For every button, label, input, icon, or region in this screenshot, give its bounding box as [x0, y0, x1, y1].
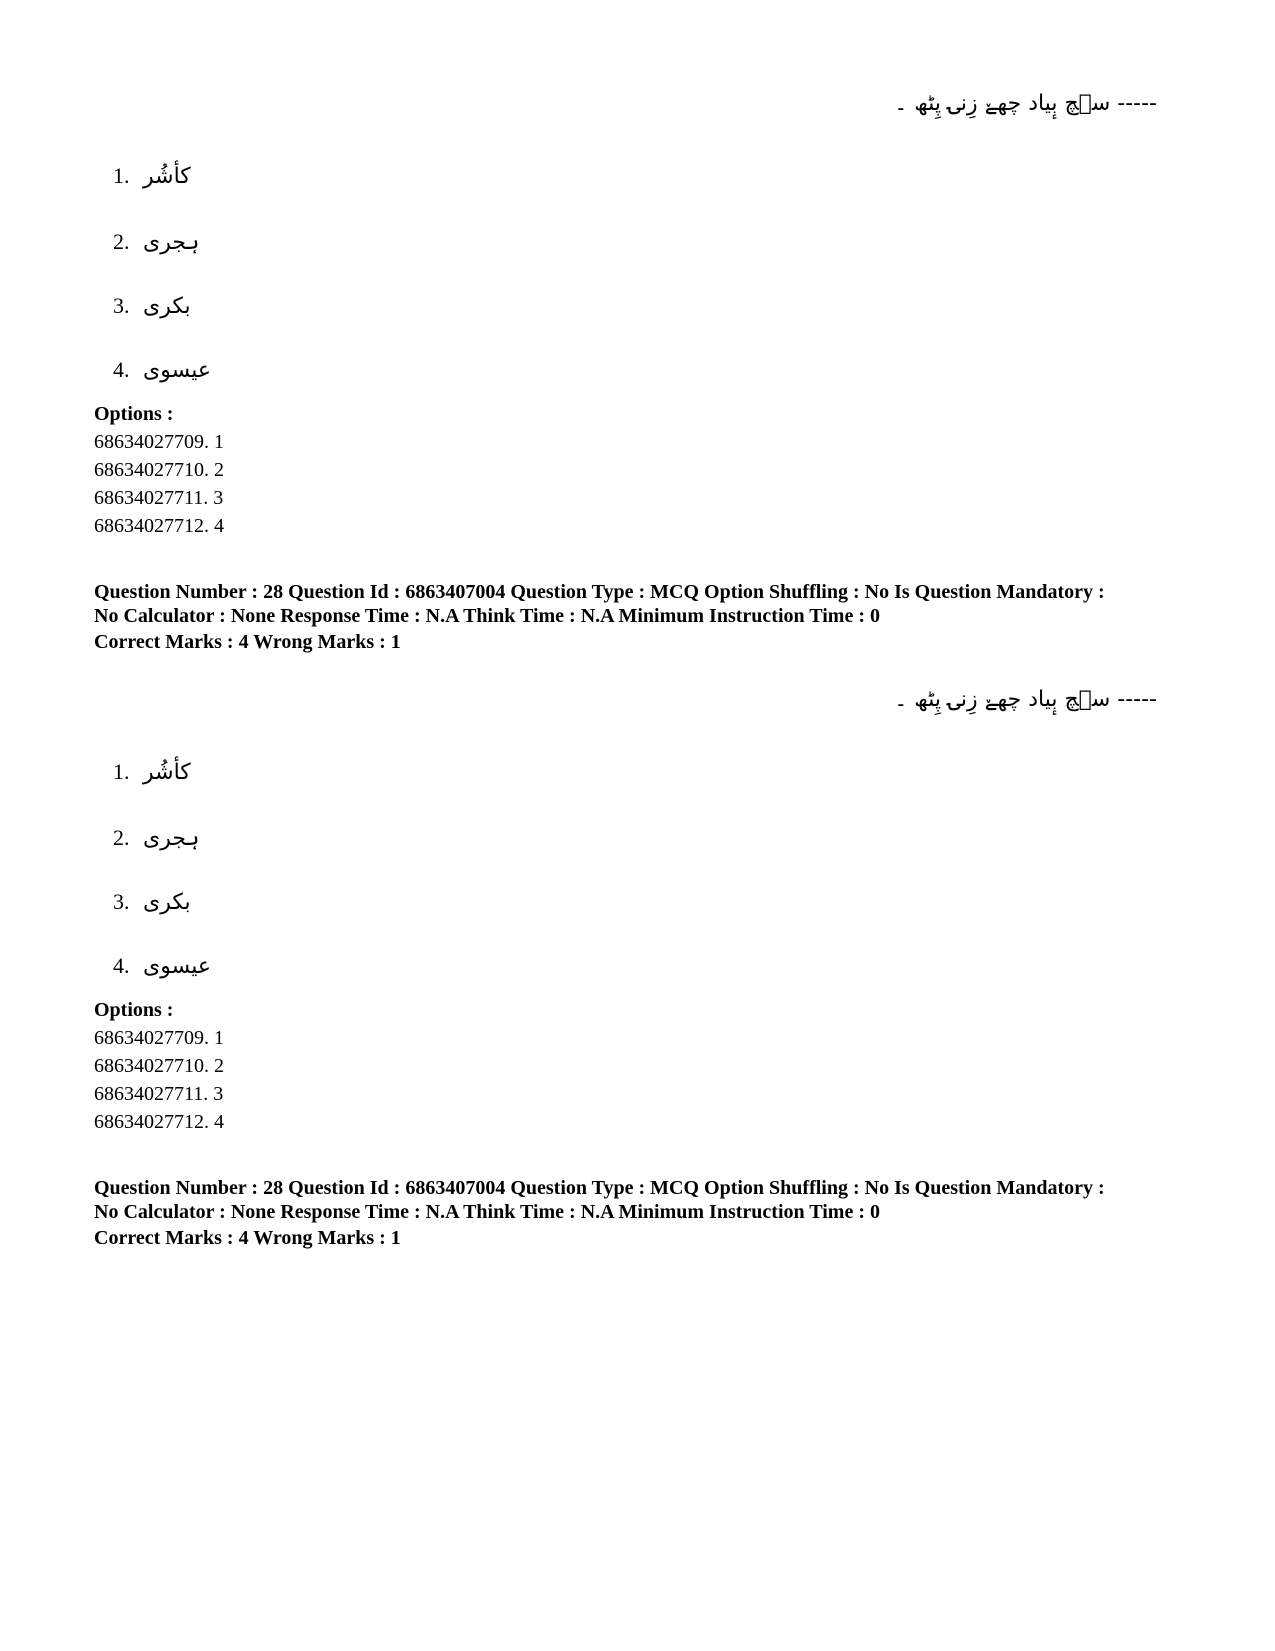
choice-word: کأشُر [143, 760, 191, 785]
option-row: 68634027711. 3 [94, 487, 224, 509]
question-meta-line-2: No Calculator : None Response Time : N.A Think Time : N.A Minimum Instruction Time : 0 [94, 605, 880, 627]
choice-word: ہجری [143, 230, 200, 255]
choice-number: 3. [113, 293, 130, 318]
choice-word: ہجری [143, 826, 200, 851]
question-meta-line-1: Question Number : 28 Question Id : 6863407004 Question Type : MCQ Option Shuffling : No Is Question Mandatory : [94, 581, 1105, 603]
options-heading: Options : [94, 403, 174, 425]
question-meta-line-2: No Calculator : None Response Time : N.A Think Time : N.A Minimum Instruction Time : 0 [94, 1201, 880, 1223]
question-meta [94, 1176, 1194, 1224]
choice-2 [113, 226, 199, 259]
choice-number: 1. [113, 163, 130, 188]
choice-word: کأشُر [143, 164, 191, 189]
choice-number: 4. [113, 953, 130, 978]
marks-line: Correct Marks : 4 Wrong Marks : 1 [94, 631, 401, 653]
choice-2 [113, 822, 199, 855]
choice-number: 2. [113, 229, 130, 254]
choice-number: 1. [113, 759, 130, 784]
choice-word: بکری [143, 890, 191, 915]
choice-1 [113, 756, 191, 789]
choice-1 [113, 160, 191, 193]
question-block-2 [0, 596, 1275, 1249]
option-row: 68634027712. 4 [94, 1111, 224, 1133]
choice-word: عیسوی [143, 358, 211, 383]
choice-number: 3. [113, 889, 130, 914]
choice-3 [113, 886, 191, 919]
option-row: 68634027710. 2 [94, 459, 224, 481]
choice-number: 2. [113, 825, 130, 850]
question-block-1 [0, 0, 1275, 653]
choice-4 [113, 950, 211, 983]
option-row: 68634027709. 1 [94, 431, 224, 453]
marks-line: Correct Marks : 4 Wrong Marks : 1 [94, 1227, 401, 1249]
options-heading: Options : [94, 999, 174, 1021]
option-row: 68634027709. 1 [94, 1027, 224, 1049]
choice-4 [113, 354, 211, 387]
choice-number: 4. [113, 357, 130, 382]
choice-word: عیسوی [143, 954, 211, 979]
choice-word: بکری [143, 294, 191, 319]
question-meta-line-1: Question Number : 28 Question Id : 6863407004 Question Type : MCQ Option Shuffling : No Is Question Mandatory : [94, 1177, 1105, 1199]
question-text-urdu: ----- سۭچ بٕیاد چھےٚ زِنۍ پِٹھ ۔ [894, 91, 1157, 116]
question-text-urdu: ----- سۭچ بٕیاد چھےٚ زِنۍ پِٹھ ۔ [894, 687, 1157, 712]
choice-3 [113, 290, 191, 323]
option-row: 68634027710. 2 [94, 1055, 224, 1077]
option-row: 68634027711. 3 [94, 1083, 224, 1105]
option-row: 68634027712. 4 [94, 515, 224, 537]
